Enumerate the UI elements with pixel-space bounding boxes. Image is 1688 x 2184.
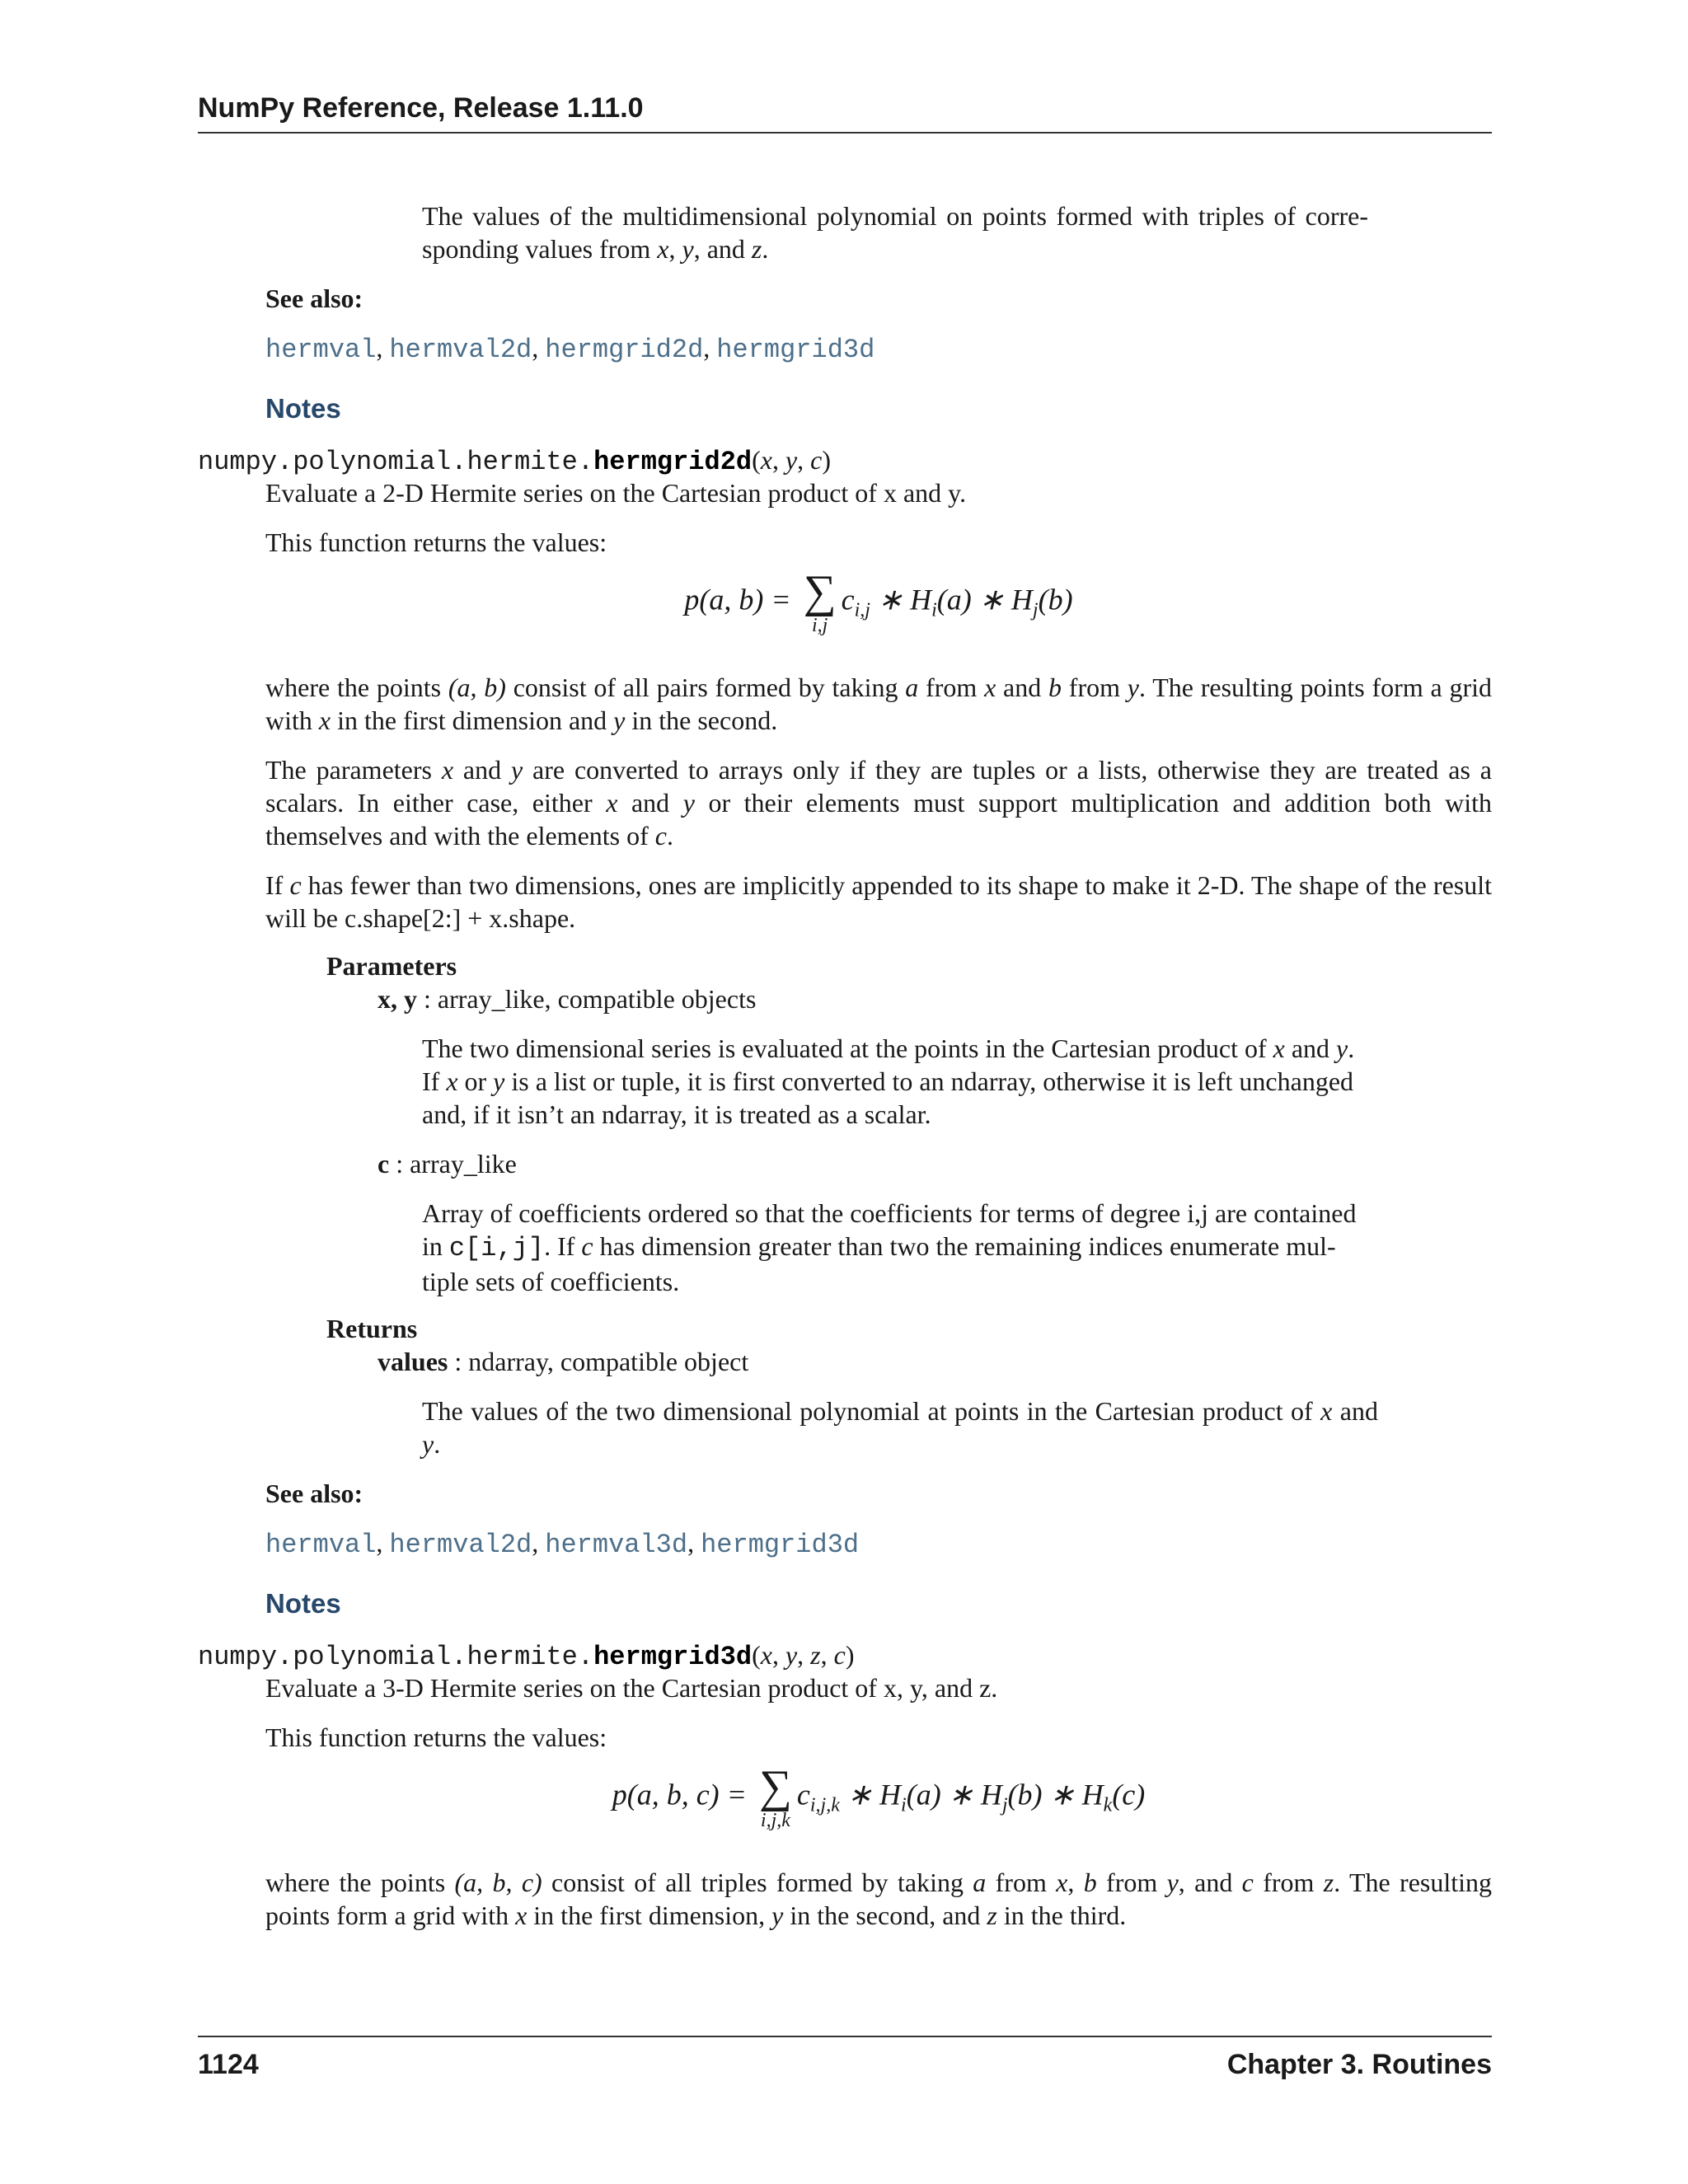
- header-title: NumPy Reference, Release 1.11.0: [198, 92, 644, 124]
- sig-name: hermgrid2d: [593, 447, 753, 477]
- formula-2d: p(a, b) = ∑ i,j $c_{i,j}$ ∗ $H_i(a)$ ∗ $H_j(b)$: [684, 566, 1073, 636]
- formula-3d: p(a, b, c) = ∑ i,j,k $c_{i,j,k}$ ∗ $H_i(a)$ ∗ $H_j(b)$ ∗ $H_k(c)$: [612, 1761, 1146, 1831]
- sig-module: numpy.polynomial.hermite.: [198, 1642, 594, 1672]
- return-description: The values of the multidimensional polynomial on points formed with triples of corre-sponding values from x, y, and z.: [422, 201, 1368, 264]
- sum-symbol: ∑ i,j: [803, 566, 837, 636]
- function-signature-hermgrid3d: [198, 1638, 854, 1674]
- parameters-label: Parameters: [326, 951, 457, 981]
- paragraph-points-3d: where the points (a, b, c) consist of all triples formed by taking a from x, b from y, and c from z. The resulting points form a grid with x in the first dimension, y in the second, and z in the third.: [265, 1868, 1493, 1930]
- param-xy-type: : array_like, compatible objects: [417, 984, 757, 1014]
- sum-symbol: ∑ i,j,k: [758, 1761, 792, 1831]
- link-hermval[interactable]: hermval: [265, 335, 377, 365]
- see-also-links: hermval, hermval2d, hermgrid2d, hermgrid3d: [265, 333, 875, 365]
- notes-heading: Notes: [265, 393, 341, 424]
- param-c-type: : array_like: [389, 1149, 517, 1179]
- see-also-label: See also:: [265, 284, 363, 313]
- sig-name: hermgrid3d: [593, 1642, 753, 1672]
- page-number: 1124: [198, 2049, 259, 2080]
- returns-label: Returns: [326, 1314, 418, 1343]
- sig-module: numpy.polynomial.hermite.: [198, 447, 594, 477]
- sig-args: (x, y, z, c): [752, 1640, 855, 1670]
- link-hermgrid3d[interactable]: hermgrid3d: [716, 335, 875, 365]
- chapter-title: Chapter 3. Routines: [1226, 2049, 1492, 2080]
- ret-type: : ndarray, compatible object: [448, 1347, 749, 1376]
- param-c: [377, 1147, 517, 1180]
- return-values-description: The values of the two dimensional polynomial at points in the Cartesian product of x and y.: [422, 1396, 1379, 1459]
- link-hermval2d[interactable]: hermval2d: [389, 1530, 532, 1560]
- link-hermval[interactable]: hermval: [265, 1530, 377, 1560]
- return-values: [377, 1345, 748, 1378]
- returns-intro-3d: This function returns the values:: [265, 1722, 607, 1752]
- sig-args: (x, y, c): [752, 445, 832, 475]
- page-header: [198, 92, 1492, 134]
- returns-intro: This function returns the values:: [265, 527, 607, 557]
- page-footer: [198, 2036, 1492, 2087]
- notes-heading-2d: Notes: [265, 1588, 341, 1619]
- param-xy: [377, 982, 756, 1015]
- link-hermgrid3d[interactable]: hermgrid3d: [701, 1530, 860, 1560]
- param-c-description: Array of coefficients ordered so that the coefficients for terms of degree i,j are contained in c[i,j]. If c has dimension greater than two the remaining indices enumerate mul-tiple sets of coefficients.: [422, 1198, 1357, 1296]
- function-signature-hermgrid2d: [198, 443, 831, 479]
- ret-name: values: [377, 1347, 448, 1376]
- link-hermval3d[interactable]: hermval3d: [545, 1530, 688, 1560]
- link-hermgrid2d[interactable]: hermgrid2d: [545, 335, 704, 365]
- paragraph-parameters: The parameters x and y are converted to arrays only if they are tuples or a lists, otherwise they are treated as a scalars. In either case, either x and y or their elements must support multiplication and addition both with themselves and with the elements of c.: [265, 755, 1493, 851]
- param-c-name: c: [377, 1149, 390, 1179]
- link-hermval2d[interactable]: hermval2d: [389, 335, 532, 365]
- param-xy-name: x, y: [377, 984, 417, 1014]
- see-also-links-2d: hermval, hermval2d, hermval3d, hermgrid3d: [265, 1528, 860, 1560]
- paragraph-points: where the points (a, b) consist of all pairs formed by taking a from x and b from y. The resulting points form a grid with x in the first dimension and y in the second.: [265, 673, 1493, 735]
- function-summary: Evaluate a 2-D Hermite series on the Cartesian product of x and y.: [265, 478, 967, 508]
- function-summary-3d: Evaluate a 3-D Hermite series on the Cartesian product of x, y, and z.: [265, 1673, 998, 1703]
- paragraph-shape: If c has fewer than two dimensions, ones are implicitly appended to its shape to make it 2-D. The shape of the result will be c.shape[2:] + x.shape.: [265, 870, 1493, 933]
- param-xy-description: The two dimensional series is evaluated at the points in the Cartesian product of x and y. If x or y is a list or tuple, it is first converted to an ndarray, otherwise it is left unchanged and, if it isn’t an ndarray, it is treated as a scalar.: [422, 1033, 1355, 1129]
- see-also-label-2d: See also:: [265, 1479, 363, 1508]
